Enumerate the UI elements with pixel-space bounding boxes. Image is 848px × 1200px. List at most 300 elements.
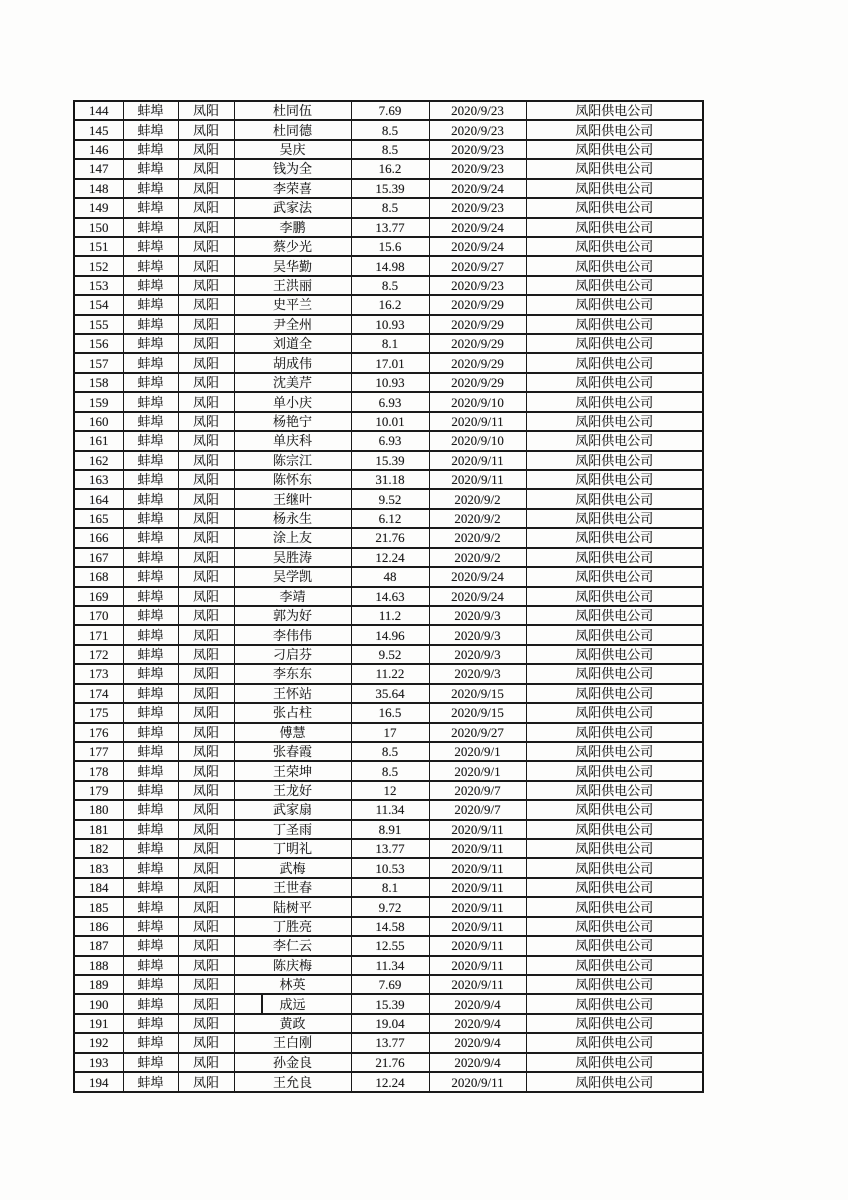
cell-amount: 8.5 bbox=[351, 198, 429, 217]
cell-company: 凤阳供电公司 bbox=[526, 489, 703, 508]
cell-county: 凤阳 bbox=[178, 897, 234, 916]
cell-amount: 48 bbox=[351, 567, 429, 586]
cell-amount: 35.64 bbox=[351, 684, 429, 703]
cell-no: 176 bbox=[74, 723, 123, 742]
cell-amount: 8.5 bbox=[351, 120, 429, 139]
cell-no: 183 bbox=[74, 858, 123, 877]
cell-date: 2020/9/10 bbox=[429, 431, 526, 450]
cell-date: 2020/9/4 bbox=[429, 994, 526, 1013]
cell-county: 凤阳 bbox=[178, 237, 234, 256]
cell-city: 蚌埠 bbox=[123, 742, 178, 761]
cell-company: 凤阳供电公司 bbox=[526, 412, 703, 431]
cell-company: 凤阳供电公司 bbox=[526, 878, 703, 897]
cell-amount: 11.2 bbox=[351, 606, 429, 625]
table-row bbox=[74, 528, 703, 547]
cell-company: 凤阳供电公司 bbox=[526, 956, 703, 975]
cell-name: 李仁云 bbox=[234, 936, 351, 955]
cell-city: 蚌埠 bbox=[123, 897, 178, 916]
cell-no: 191 bbox=[74, 1014, 123, 1033]
cell-company: 凤阳供电公司 bbox=[526, 645, 703, 664]
cell-city: 蚌埠 bbox=[123, 140, 178, 159]
cell-name: 单小庆 bbox=[234, 392, 351, 411]
cell-city: 蚌埠 bbox=[123, 664, 178, 683]
cell-date: 2020/9/27 bbox=[429, 723, 526, 742]
cell-company: 凤阳供电公司 bbox=[526, 994, 703, 1013]
cell-no: 145 bbox=[74, 120, 123, 139]
cell-company: 凤阳供电公司 bbox=[526, 975, 703, 994]
cell-name: 李靖 bbox=[234, 587, 351, 606]
table-row bbox=[74, 218, 703, 237]
cell-county: 凤阳 bbox=[178, 956, 234, 975]
cell-date: 2020/9/24 bbox=[429, 179, 526, 198]
table-row bbox=[74, 295, 703, 314]
table-row bbox=[74, 276, 703, 295]
table-row bbox=[74, 820, 703, 839]
cell-no: 194 bbox=[74, 1072, 123, 1092]
cell-county: 凤阳 bbox=[178, 664, 234, 683]
table-row bbox=[74, 1053, 703, 1072]
cell-city: 蚌埠 bbox=[123, 159, 178, 178]
cell-county: 凤阳 bbox=[178, 373, 234, 392]
table-row bbox=[74, 839, 703, 858]
cell-no: 158 bbox=[74, 373, 123, 392]
cell-company: 凤阳供电公司 bbox=[526, 353, 703, 372]
cell-city: 蚌埠 bbox=[123, 315, 178, 334]
cell-company: 凤阳供电公司 bbox=[526, 1033, 703, 1052]
cell-company: 凤阳供电公司 bbox=[526, 451, 703, 470]
cell-county: 凤阳 bbox=[178, 723, 234, 742]
table-row bbox=[74, 897, 703, 916]
cell-name: 陈怀东 bbox=[234, 470, 351, 489]
cell-city: 蚌埠 bbox=[123, 470, 178, 489]
cell-no: 159 bbox=[74, 392, 123, 411]
cell-no: 173 bbox=[74, 664, 123, 683]
table-row bbox=[74, 315, 703, 334]
cell-company: 凤阳供电公司 bbox=[526, 1014, 703, 1033]
table-row bbox=[74, 1014, 703, 1033]
cell-city: 蚌埠 bbox=[123, 237, 178, 256]
cell-name: 吴学凯 bbox=[234, 567, 351, 586]
cell-city: 蚌埠 bbox=[123, 373, 178, 392]
cell-company: 凤阳供电公司 bbox=[526, 1053, 703, 1072]
cell-amount: 14.63 bbox=[351, 587, 429, 606]
cell-amount: 8.1 bbox=[351, 334, 429, 353]
cell-no: 193 bbox=[74, 1053, 123, 1072]
cell-county: 凤阳 bbox=[178, 528, 234, 547]
table-row bbox=[74, 606, 703, 625]
cell-company: 凤阳供电公司 bbox=[526, 703, 703, 722]
cell-no: 150 bbox=[74, 218, 123, 237]
table-row bbox=[74, 723, 703, 742]
cell-no: 147 bbox=[74, 159, 123, 178]
cell-company: 凤阳供电公司 bbox=[526, 742, 703, 761]
cell-no: 172 bbox=[74, 645, 123, 664]
cell-name: 丁圣雨 bbox=[234, 820, 351, 839]
cell-amount: 21.76 bbox=[351, 528, 429, 547]
cell-date: 2020/9/3 bbox=[429, 645, 526, 664]
cell-no: 166 bbox=[74, 528, 123, 547]
table-row bbox=[74, 120, 703, 139]
cell-no: 188 bbox=[74, 956, 123, 975]
cell-amount: 14.96 bbox=[351, 625, 429, 644]
cell-city: 蚌埠 bbox=[123, 839, 178, 858]
cell-county: 凤阳 bbox=[178, 198, 234, 217]
cell-date: 2020/9/24 bbox=[429, 218, 526, 237]
cell-city: 蚌埠 bbox=[123, 820, 178, 839]
table-row bbox=[74, 373, 703, 392]
cell-name: 黄政 bbox=[234, 1014, 351, 1033]
cell-county: 凤阳 bbox=[178, 509, 234, 528]
cell-date: 2020/9/3 bbox=[429, 606, 526, 625]
cell-date: 2020/9/23 bbox=[429, 159, 526, 178]
cell-county: 凤阳 bbox=[178, 140, 234, 159]
cell-amount: 8.91 bbox=[351, 820, 429, 839]
cell-amount: 10.93 bbox=[351, 373, 429, 392]
cell-city: 蚌埠 bbox=[123, 451, 178, 470]
cell-date: 2020/9/23 bbox=[429, 140, 526, 159]
cell-amount: 15.6 bbox=[351, 237, 429, 256]
cell-name: 林英 bbox=[234, 975, 351, 994]
table-row bbox=[74, 917, 703, 936]
cell-company: 凤阳供电公司 bbox=[526, 567, 703, 586]
cell-city: 蚌埠 bbox=[123, 975, 178, 994]
table-row bbox=[74, 451, 703, 470]
cell-no: 181 bbox=[74, 820, 123, 839]
cell-name: 孙金良 bbox=[234, 1053, 351, 1072]
table-row bbox=[74, 1072, 703, 1092]
cell-city: 蚌埠 bbox=[123, 179, 178, 198]
cell-name: 陈宗江 bbox=[234, 451, 351, 470]
cell-county: 凤阳 bbox=[178, 1033, 234, 1052]
cell-date: 2020/9/2 bbox=[429, 509, 526, 528]
cell-date: 2020/9/29 bbox=[429, 295, 526, 314]
cell-amount: 6.93 bbox=[351, 392, 429, 411]
cell-no: 171 bbox=[74, 625, 123, 644]
cell-county: 凤阳 bbox=[178, 606, 234, 625]
cell-city: 蚌埠 bbox=[123, 412, 178, 431]
cell-amount: 15.39 bbox=[351, 451, 429, 470]
cell-amount: 13.77 bbox=[351, 1033, 429, 1052]
cell-company: 凤阳供电公司 bbox=[526, 548, 703, 567]
cell-amount: 11.34 bbox=[351, 956, 429, 975]
cell-company: 凤阳供电公司 bbox=[526, 120, 703, 139]
table-row bbox=[74, 198, 703, 217]
cell-name: 李荣喜 bbox=[234, 179, 351, 198]
cell-name: 钱为全 bbox=[234, 159, 351, 178]
cell-amount: 8.5 bbox=[351, 140, 429, 159]
cell-city: 蚌埠 bbox=[123, 781, 178, 800]
cell-company: 凤阳供电公司 bbox=[526, 528, 703, 547]
cell-amount: 8.5 bbox=[351, 742, 429, 761]
cell-date: 2020/9/4 bbox=[429, 1014, 526, 1033]
cell-no: 157 bbox=[74, 353, 123, 372]
table-row bbox=[74, 800, 703, 819]
cell-county: 凤阳 bbox=[178, 800, 234, 819]
cell-county: 凤阳 bbox=[178, 878, 234, 897]
cell-no: 170 bbox=[74, 606, 123, 625]
cell-name: 胡成伟 bbox=[234, 353, 351, 372]
cell-no: 178 bbox=[74, 761, 123, 780]
cell-city: 蚌埠 bbox=[123, 295, 178, 314]
cell-company: 凤阳供电公司 bbox=[526, 295, 703, 314]
cell-name: 吴胜涛 bbox=[234, 548, 351, 567]
cell-county: 凤阳 bbox=[178, 936, 234, 955]
cell-city: 蚌埠 bbox=[123, 994, 178, 1013]
table-row bbox=[74, 140, 703, 159]
table-row bbox=[74, 470, 703, 489]
cell-name: 王继叶 bbox=[234, 489, 351, 508]
cell-company: 凤阳供电公司 bbox=[526, 587, 703, 606]
cell-name: 杨艳宁 bbox=[234, 412, 351, 431]
cell-city: 蚌埠 bbox=[123, 800, 178, 819]
cell-no: 164 bbox=[74, 489, 123, 508]
cell-county: 凤阳 bbox=[178, 917, 234, 936]
cell-city: 蚌埠 bbox=[123, 858, 178, 877]
cell-date: 2020/9/1 bbox=[429, 742, 526, 761]
cell-county: 凤阳 bbox=[178, 684, 234, 703]
cell-company: 凤阳供电公司 bbox=[526, 373, 703, 392]
cell-date: 2020/9/29 bbox=[429, 334, 526, 353]
cell-name: 王允良 bbox=[234, 1072, 351, 1092]
cell-amount: 14.58 bbox=[351, 917, 429, 936]
cell-county: 凤阳 bbox=[178, 159, 234, 178]
cell-county: 凤阳 bbox=[178, 994, 234, 1013]
cell-company: 凤阳供电公司 bbox=[526, 684, 703, 703]
cell-date: 2020/9/23 bbox=[429, 101, 526, 120]
cell-county: 凤阳 bbox=[178, 1053, 234, 1072]
cell-name: 丁胜亮 bbox=[234, 917, 351, 936]
cell-name: 李鹏 bbox=[234, 218, 351, 237]
cell-amount: 12.24 bbox=[351, 548, 429, 567]
cell-name: 王世春 bbox=[234, 878, 351, 897]
cell-company: 凤阳供电公司 bbox=[526, 917, 703, 936]
cell-county: 凤阳 bbox=[178, 315, 234, 334]
table-row bbox=[74, 956, 703, 975]
cell-county: 凤阳 bbox=[178, 625, 234, 644]
cell-city: 蚌埠 bbox=[123, 120, 178, 139]
cell-no: 177 bbox=[74, 742, 123, 761]
cell-county: 凤阳 bbox=[178, 587, 234, 606]
cell-company: 凤阳供电公司 bbox=[526, 237, 703, 256]
cell-city: 蚌埠 bbox=[123, 489, 178, 508]
cell-no: 186 bbox=[74, 917, 123, 936]
cell-amount: 6.93 bbox=[351, 431, 429, 450]
cell-date: 2020/9/29 bbox=[429, 353, 526, 372]
cell-name: 史平兰 bbox=[234, 295, 351, 314]
cell-date: 2020/9/24 bbox=[429, 567, 526, 586]
cell-county: 凤阳 bbox=[178, 470, 234, 489]
cell-company: 凤阳供电公司 bbox=[526, 198, 703, 217]
cell-amount: 19.04 bbox=[351, 1014, 429, 1033]
cell-no: 190 bbox=[74, 994, 123, 1013]
cell-county: 凤阳 bbox=[178, 276, 234, 295]
cell-city: 蚌埠 bbox=[123, 567, 178, 586]
cell-no: 160 bbox=[74, 412, 123, 431]
cell-name: 李东东 bbox=[234, 664, 351, 683]
cell-county: 凤阳 bbox=[178, 120, 234, 139]
cell-name: 李伟伟 bbox=[234, 625, 351, 644]
records-table bbox=[73, 100, 704, 1093]
cell-date: 2020/9/7 bbox=[429, 800, 526, 819]
cell-no: 168 bbox=[74, 567, 123, 586]
cell-no: 165 bbox=[74, 509, 123, 528]
cell-name: 单庆科 bbox=[234, 431, 351, 450]
cell-city: 蚌埠 bbox=[123, 548, 178, 567]
cell-county: 凤阳 bbox=[178, 412, 234, 431]
cell-county: 凤阳 bbox=[178, 761, 234, 780]
cell-city: 蚌埠 bbox=[123, 645, 178, 664]
cell-company: 凤阳供电公司 bbox=[526, 256, 703, 275]
cell-no: 144 bbox=[74, 101, 123, 120]
cell-date: 2020/9/15 bbox=[429, 684, 526, 703]
cell-amount: 12 bbox=[351, 781, 429, 800]
cell-company: 凤阳供电公司 bbox=[526, 179, 703, 198]
cell-no: 149 bbox=[74, 198, 123, 217]
cell-date: 2020/9/11 bbox=[429, 451, 526, 470]
cell-amount: 16.5 bbox=[351, 703, 429, 722]
cell-date: 2020/9/3 bbox=[429, 664, 526, 683]
cell-county: 凤阳 bbox=[178, 703, 234, 722]
cell-amount: 13.77 bbox=[351, 218, 429, 237]
cell-county: 凤阳 bbox=[178, 781, 234, 800]
table-row bbox=[74, 159, 703, 178]
cell-no: 182 bbox=[74, 839, 123, 858]
cell-county: 凤阳 bbox=[178, 839, 234, 858]
table-row bbox=[74, 703, 703, 722]
cell-city: 蚌埠 bbox=[123, 218, 178, 237]
cell-amount: 17.01 bbox=[351, 353, 429, 372]
cell-city: 蚌埠 bbox=[123, 917, 178, 936]
cell-amount: 16.2 bbox=[351, 159, 429, 178]
cell-date: 2020/9/15 bbox=[429, 703, 526, 722]
table-row bbox=[74, 237, 703, 256]
table-row bbox=[74, 684, 703, 703]
cell-company: 凤阳供电公司 bbox=[526, 334, 703, 353]
cell-city: 蚌埠 bbox=[123, 276, 178, 295]
cell-company: 凤阳供电公司 bbox=[526, 159, 703, 178]
cell-no: 184 bbox=[74, 878, 123, 897]
cell-county: 凤阳 bbox=[178, 218, 234, 237]
scanned-table-page bbox=[73, 100, 703, 1093]
cell-company: 凤阳供电公司 bbox=[526, 761, 703, 780]
cell-company: 凤阳供电公司 bbox=[526, 276, 703, 295]
table-row bbox=[74, 761, 703, 780]
cell-company: 凤阳供电公司 bbox=[526, 431, 703, 450]
cell-city: 蚌埠 bbox=[123, 606, 178, 625]
cell-amount: 12.24 bbox=[351, 1072, 429, 1092]
cell-amount: 8.5 bbox=[351, 276, 429, 295]
cell-city: 蚌埠 bbox=[123, 1072, 178, 1092]
cell-name: 吴华勤 bbox=[234, 256, 351, 275]
cell-company: 凤阳供电公司 bbox=[526, 625, 703, 644]
cell-county: 凤阳 bbox=[178, 334, 234, 353]
table-row bbox=[74, 353, 703, 372]
cell-no: 179 bbox=[74, 781, 123, 800]
cell-city: 蚌埠 bbox=[123, 587, 178, 606]
cell-name: 张占柱 bbox=[234, 703, 351, 722]
cell-name: 刘道全 bbox=[234, 334, 351, 353]
cell-date: 2020/9/11 bbox=[429, 975, 526, 994]
cell-name: 成远 bbox=[234, 994, 351, 1013]
cell-no: 153 bbox=[74, 276, 123, 295]
cell-no: 146 bbox=[74, 140, 123, 159]
cell-amount: 15.39 bbox=[351, 179, 429, 198]
table-row bbox=[74, 567, 703, 586]
table-row bbox=[74, 625, 703, 644]
cell-date: 2020/9/23 bbox=[429, 120, 526, 139]
cell-date: 2020/9/2 bbox=[429, 528, 526, 547]
table-row bbox=[74, 994, 703, 1013]
cell-company: 凤阳供电公司 bbox=[526, 218, 703, 237]
table-row bbox=[74, 256, 703, 275]
cell-no: 175 bbox=[74, 703, 123, 722]
records-table-body bbox=[74, 101, 703, 1092]
cell-name: 王荣坤 bbox=[234, 761, 351, 780]
cell-amount: 7.69 bbox=[351, 975, 429, 994]
cell-amount: 17 bbox=[351, 723, 429, 742]
cell-amount: 21.76 bbox=[351, 1053, 429, 1072]
cell-date: 2020/9/11 bbox=[429, 936, 526, 955]
cell-county: 凤阳 bbox=[178, 1014, 234, 1033]
table-row bbox=[74, 781, 703, 800]
table-row bbox=[74, 509, 703, 528]
cell-no: 148 bbox=[74, 179, 123, 198]
cell-date: 2020/9/10 bbox=[429, 392, 526, 411]
cell-name: 王怀站 bbox=[234, 684, 351, 703]
cell-city: 蚌埠 bbox=[123, 723, 178, 742]
cell-name: 王白刚 bbox=[234, 1033, 351, 1052]
cell-date: 2020/9/3 bbox=[429, 625, 526, 644]
cell-company: 凤阳供电公司 bbox=[526, 800, 703, 819]
cell-city: 蚌埠 bbox=[123, 509, 178, 528]
cell-amount: 8.5 bbox=[351, 761, 429, 780]
cell-city: 蚌埠 bbox=[123, 431, 178, 450]
cell-name: 杜同伍 bbox=[234, 101, 351, 120]
cell-date: 2020/9/29 bbox=[429, 373, 526, 392]
cell-no: 152 bbox=[74, 256, 123, 275]
table-row bbox=[74, 742, 703, 761]
cell-amount: 11.34 bbox=[351, 800, 429, 819]
cell-date: 2020/9/1 bbox=[429, 761, 526, 780]
cell-date: 2020/9/11 bbox=[429, 470, 526, 489]
cell-date: 2020/9/4 bbox=[429, 1033, 526, 1052]
cell-no: 156 bbox=[74, 334, 123, 353]
cell-county: 凤阳 bbox=[178, 431, 234, 450]
table-row bbox=[74, 412, 703, 431]
cell-city: 蚌埠 bbox=[123, 528, 178, 547]
cell-city: 蚌埠 bbox=[123, 703, 178, 722]
cell-county: 凤阳 bbox=[178, 820, 234, 839]
cell-name: 杨永生 bbox=[234, 509, 351, 528]
cell-company: 凤阳供电公司 bbox=[526, 664, 703, 683]
cell-amount: 12.55 bbox=[351, 936, 429, 955]
cell-date: 2020/9/11 bbox=[429, 956, 526, 975]
cell-amount: 9.72 bbox=[351, 897, 429, 916]
cell-name: 蔡少光 bbox=[234, 237, 351, 256]
cell-amount: 11.22 bbox=[351, 664, 429, 683]
cell-date: 2020/9/11 bbox=[429, 897, 526, 916]
cell-no: 187 bbox=[74, 936, 123, 955]
cell-name: 丁明礼 bbox=[234, 839, 351, 858]
cell-city: 蚌埠 bbox=[123, 1053, 178, 1072]
cell-amount: 14.98 bbox=[351, 256, 429, 275]
cell-city: 蚌埠 bbox=[123, 353, 178, 372]
cell-county: 凤阳 bbox=[178, 548, 234, 567]
cell-company: 凤阳供电公司 bbox=[526, 392, 703, 411]
cell-county: 凤阳 bbox=[178, 256, 234, 275]
cell-date: 2020/9/7 bbox=[429, 781, 526, 800]
cell-county: 凤阳 bbox=[178, 353, 234, 372]
